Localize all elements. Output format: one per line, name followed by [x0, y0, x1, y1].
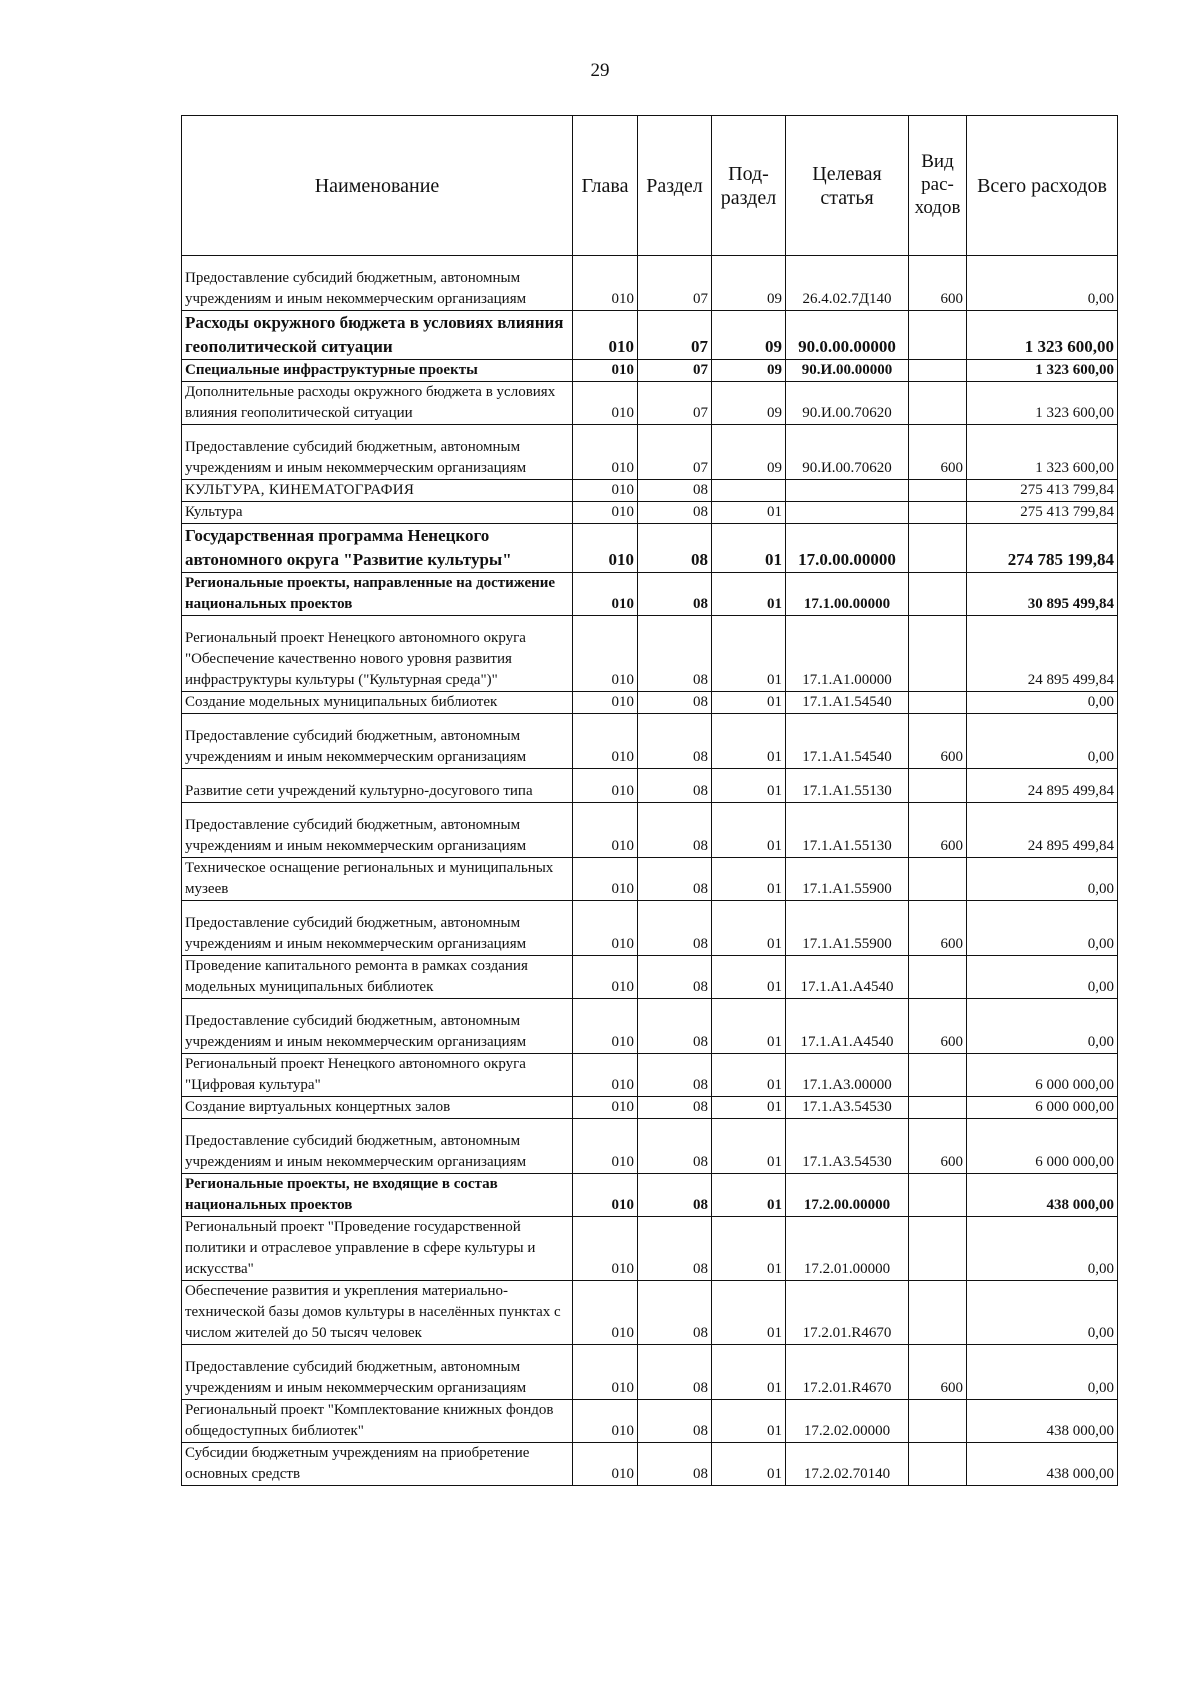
cell-vid-rashodov	[909, 502, 967, 524]
cell-name: Региональные проекты, не входящие в состав национальных проектов	[182, 1174, 573, 1217]
cell-podrazdel: 01	[712, 714, 786, 769]
cell-razdel: 08	[638, 714, 712, 769]
cell-celevaya-statya: 17.1.A1.A4540	[786, 999, 909, 1054]
cell-vid-rashodov	[909, 616, 967, 692]
cell-glava: 010	[573, 769, 638, 803]
cell-celevaya-statya: 90.И.00.00000	[786, 360, 909, 382]
table-row	[182, 382, 1118, 425]
cell-celevaya-statya	[786, 502, 909, 524]
cell-glava: 010	[573, 382, 638, 425]
cell-razdel: 08	[638, 803, 712, 858]
cell-podrazdel: 01	[712, 1281, 786, 1345]
cell-celevaya-statya: 17.1.A1.54540	[786, 714, 909, 769]
cell-name: Обеспечение развития и укрепления материально-технической базы домов культуры в населённых пунктах с числом жителей до 50 тысяч человек	[182, 1281, 573, 1345]
cell-name: Дополнительные расходы окружного бюджета в условиях влияния геополитической ситуации	[182, 382, 573, 425]
cell-razdel: 07	[638, 256, 712, 311]
cell-total: 0,00	[967, 714, 1118, 769]
cell-vid-rashodov: 600	[909, 1345, 967, 1400]
table-row	[182, 573, 1118, 616]
cell-glava: 010	[573, 1097, 638, 1119]
cell-razdel: 08	[638, 480, 712, 502]
cell-podrazdel: 01	[712, 769, 786, 803]
cell-celevaya-statya: 17.2.01.00000	[786, 1217, 909, 1281]
cell-total: 0,00	[967, 999, 1118, 1054]
cell-podrazdel: 09	[712, 256, 786, 311]
cell-name: Техническое оснащение региональных и муниципальных музеев	[182, 858, 573, 901]
cell-razdel: 08	[638, 956, 712, 999]
cell-celevaya-statya: 90.0.00.00000	[786, 311, 909, 360]
table-row	[182, 858, 1118, 901]
cell-glava: 010	[573, 480, 638, 502]
cell-vid-rashodov: 600	[909, 425, 967, 480]
table-body	[182, 256, 1118, 1486]
cell-name: Создание виртуальных концертных залов	[182, 1097, 573, 1119]
cell-glava: 010	[573, 425, 638, 480]
table-row	[182, 692, 1118, 714]
cell-razdel: 08	[638, 1443, 712, 1486]
cell-total: 0,00	[967, 1281, 1118, 1345]
cell-celevaya-statya: 26.4.02.7Д140	[786, 256, 909, 311]
cell-glava: 010	[573, 256, 638, 311]
cell-vid-rashodov	[909, 692, 967, 714]
cell-name: КУЛЬТУРА, КИНЕМАТОГРАФИЯ	[182, 480, 573, 502]
cell-glava: 010	[573, 311, 638, 360]
budget-table	[181, 115, 1118, 1486]
cell-total: 24 895 499,84	[967, 803, 1118, 858]
cell-name: Проведение капитального ремонта в рамках создания модельных муниципальных библиотек	[182, 956, 573, 999]
cell-razdel: 08	[638, 1174, 712, 1217]
cell-podrazdel: 01	[712, 692, 786, 714]
cell-total: 0,00	[967, 1345, 1118, 1400]
cell-razdel: 08	[638, 901, 712, 956]
cell-vid-rashodov: 600	[909, 999, 967, 1054]
cell-vid-rashodov: 600	[909, 1119, 967, 1174]
cell-name: Предоставление субсидий бюджетным, автономным учреждениям и иным некоммерческим организациям	[182, 999, 573, 1054]
cell-name: Расходы окружного бюджета в условиях влияния геополитической ситуации	[182, 311, 573, 360]
cell-name: Предоставление субсидий бюджетным, автономным учреждениям и иным некоммерческим организациям	[182, 714, 573, 769]
cell-celevaya-statya: 17.1.A1.55130	[786, 769, 909, 803]
cell-vid-rashodov	[909, 1097, 967, 1119]
cell-name: Предоставление субсидий бюджетным, автономным учреждениям и иным некоммерческим организациям	[182, 256, 573, 311]
cell-podrazdel: 01	[712, 901, 786, 956]
cell-glava: 010	[573, 616, 638, 692]
cell-name: Специальные инфраструктурные проекты	[182, 360, 573, 382]
table-row	[182, 714, 1118, 769]
cell-razdel: 08	[638, 616, 712, 692]
table-row	[182, 769, 1118, 803]
cell-razdel: 07	[638, 360, 712, 382]
table-row	[182, 956, 1118, 999]
cell-razdel: 08	[638, 1119, 712, 1174]
cell-razdel: 08	[638, 1281, 712, 1345]
cell-celevaya-statya: 17.2.02.70140	[786, 1443, 909, 1486]
cell-glava: 010	[573, 1281, 638, 1345]
page-number: 29	[590, 60, 610, 81]
cell-name: Развитие сети учреждений культурно-досугового типа	[182, 769, 573, 803]
cell-podrazdel: 09	[712, 425, 786, 480]
cell-name: Предоставление субсидий бюджетным, автономным учреждениям и иным некоммерческим организациям	[182, 425, 573, 480]
cell-vid-rashodov	[909, 524, 967, 573]
cell-vid-rashodov	[909, 1281, 967, 1345]
cell-podrazdel: 01	[712, 1443, 786, 1486]
cell-celevaya-statya: 17.1.A1.A4540	[786, 956, 909, 999]
table-row	[182, 1054, 1118, 1097]
cell-vid-rashodov: 600	[909, 803, 967, 858]
table-row	[182, 360, 1118, 382]
table-row	[182, 256, 1118, 311]
cell-vid-rashodov	[909, 1217, 967, 1281]
cell-podrazdel: 01	[712, 1174, 786, 1217]
cell-name: Предоставление субсидий бюджетным, автономным учреждениям и иным некоммерческим организациям	[182, 803, 573, 858]
cell-podrazdel: 09	[712, 382, 786, 425]
header-podrazdel: Под- раздел	[712, 116, 786, 256]
cell-podrazdel: 01	[712, 1400, 786, 1443]
table-row	[182, 901, 1118, 956]
cell-name: Предоставление субсидий бюджетным, автономным учреждениям и иным некоммерческим организациям	[182, 1345, 573, 1400]
cell-total: 274 785 199,84	[967, 524, 1118, 573]
cell-podrazdel: 01	[712, 1217, 786, 1281]
cell-celevaya-statya: 17.1.A1.00000	[786, 616, 909, 692]
cell-celevaya-statya: 17.1.A3.54530	[786, 1097, 909, 1119]
cell-vid-rashodov	[909, 769, 967, 803]
cell-total: 0,00	[967, 858, 1118, 901]
cell-razdel: 08	[638, 692, 712, 714]
table-row	[182, 1281, 1118, 1345]
cell-razdel: 08	[638, 858, 712, 901]
cell-celevaya-statya: 17.1.A1.54540	[786, 692, 909, 714]
cell-podrazdel: 01	[712, 616, 786, 692]
cell-vid-rashodov	[909, 1054, 967, 1097]
table-row	[182, 1217, 1118, 1281]
cell-vid-rashodov	[909, 1400, 967, 1443]
cell-glava: 010	[573, 502, 638, 524]
cell-name: Региональный проект "Комплектование книжных фондов общедоступных библиотек"	[182, 1400, 573, 1443]
table-row	[182, 1174, 1118, 1217]
cell-total: 6 000 000,00	[967, 1054, 1118, 1097]
cell-glava: 010	[573, 1217, 638, 1281]
cell-glava: 010	[573, 1345, 638, 1400]
cell-total: 438 000,00	[967, 1174, 1118, 1217]
cell-vid-rashodov	[909, 382, 967, 425]
cell-celevaya-statya: 90.И.00.70620	[786, 425, 909, 480]
cell-vid-rashodov	[909, 360, 967, 382]
cell-razdel: 08	[638, 573, 712, 616]
cell-total: 0,00	[967, 692, 1118, 714]
cell-total: 0,00	[967, 901, 1118, 956]
cell-name: Региональный проект Ненецкого автономного округа "Обеспечение качественно нового уровня развития инфраструктуры культуры ("Культурная среда")"	[182, 616, 573, 692]
header-total: Всего расходов	[967, 116, 1118, 256]
cell-celevaya-statya: 17.1.A1.55900	[786, 901, 909, 956]
cell-total: 6 000 000,00	[967, 1119, 1118, 1174]
cell-podrazdel: 01	[712, 573, 786, 616]
cell-celevaya-statya: 17.1.A3.54530	[786, 1119, 909, 1174]
cell-podrazdel: 01	[712, 1097, 786, 1119]
cell-celevaya-statya	[786, 480, 909, 502]
table-row	[182, 480, 1118, 502]
table-row	[182, 425, 1118, 480]
cell-razdel: 08	[638, 769, 712, 803]
cell-celevaya-statya: 17.1.A1.55130	[786, 803, 909, 858]
cell-razdel: 07	[638, 425, 712, 480]
cell-vid-rashodov	[909, 858, 967, 901]
cell-total: 0,00	[967, 956, 1118, 999]
cell-podrazdel: 01	[712, 1345, 786, 1400]
cell-glava: 010	[573, 1400, 638, 1443]
cell-podrazdel: 01	[712, 524, 786, 573]
cell-total: 1 323 600,00	[967, 425, 1118, 480]
cell-podrazdel: 01	[712, 956, 786, 999]
cell-glava: 010	[573, 524, 638, 573]
cell-glava: 010	[573, 858, 638, 901]
cell-glava: 010	[573, 1174, 638, 1217]
cell-vid-rashodov	[909, 1443, 967, 1486]
cell-podrazdel: 01	[712, 999, 786, 1054]
table-row	[182, 502, 1118, 524]
cell-glava: 010	[573, 999, 638, 1054]
cell-celevaya-statya: 17.1.A1.55900	[786, 858, 909, 901]
cell-razdel: 08	[638, 1400, 712, 1443]
header-vid-rashodov: Вид рас- ходов	[909, 116, 967, 256]
cell-glava: 010	[573, 573, 638, 616]
header-name: Наименование	[182, 116, 573, 256]
table-row	[182, 616, 1118, 692]
cell-podrazdel: 09	[712, 360, 786, 382]
cell-razdel: 08	[638, 1054, 712, 1097]
cell-glava: 010	[573, 714, 638, 769]
cell-celevaya-statya: 17.0.00.00000	[786, 524, 909, 573]
cell-podrazdel: 01	[712, 1054, 786, 1097]
cell-glava: 010	[573, 1443, 638, 1486]
cell-razdel: 08	[638, 524, 712, 573]
cell-glava: 010	[573, 803, 638, 858]
cell-total: 275 413 799,84	[967, 480, 1118, 502]
table-row	[182, 524, 1118, 573]
table-row	[182, 1097, 1118, 1119]
cell-celevaya-statya: 17.2.02.00000	[786, 1400, 909, 1443]
cell-vid-rashodov: 600	[909, 714, 967, 769]
cell-total: 24 895 499,84	[967, 616, 1118, 692]
cell-vid-rashodov: 600	[909, 256, 967, 311]
cell-total: 438 000,00	[967, 1400, 1118, 1443]
cell-glava: 010	[573, 901, 638, 956]
cell-celevaya-statya: 17.1.A3.00000	[786, 1054, 909, 1097]
cell-podrazdel: 01	[712, 1119, 786, 1174]
cell-total: 24 895 499,84	[967, 769, 1118, 803]
cell-celevaya-statya: 17.1.00.00000	[786, 573, 909, 616]
table-row	[182, 1400, 1118, 1443]
cell-razdel: 08	[638, 1217, 712, 1281]
table-row	[182, 999, 1118, 1054]
cell-total: 30 895 499,84	[967, 573, 1118, 616]
cell-name: Региональные проекты, направленные на достижение национальных проектов	[182, 573, 573, 616]
cell-name: Предоставление субсидий бюджетным, автономным учреждениям и иным некоммерческим организациям	[182, 1119, 573, 1174]
cell-podrazdel: 01	[712, 803, 786, 858]
cell-vid-rashodov	[909, 480, 967, 502]
cell-razdel: 08	[638, 1097, 712, 1119]
cell-name: Государственная программа Ненецкого автономного округа "Развитие культуры"	[182, 524, 573, 573]
header-glava: Глава	[573, 116, 638, 256]
header-razdel: Раздел	[638, 116, 712, 256]
cell-name: Предоставление субсидий бюджетным, автономным учреждениям и иным некоммерческим организациям	[182, 901, 573, 956]
cell-podrazdel	[712, 480, 786, 502]
cell-razdel: 08	[638, 999, 712, 1054]
cell-podrazdel: 01	[712, 502, 786, 524]
cell-name: Создание модельных муниципальных библиотек	[182, 692, 573, 714]
cell-razdel: 08	[638, 502, 712, 524]
cell-total: 1 323 600,00	[967, 382, 1118, 425]
cell-celevaya-statya: 17.2.00.00000	[786, 1174, 909, 1217]
cell-celevaya-statya: 90.И.00.70620	[786, 382, 909, 425]
cell-total: 1 323 600,00	[967, 311, 1118, 360]
cell-glava: 010	[573, 956, 638, 999]
table-header-row	[182, 116, 1118, 256]
cell-vid-rashodov: 600	[909, 901, 967, 956]
cell-total: 275 413 799,84	[967, 502, 1118, 524]
cell-glava: 010	[573, 360, 638, 382]
table-row	[182, 1345, 1118, 1400]
cell-total: 1 323 600,00	[967, 360, 1118, 382]
header-celevaya-statya: Целевая статья	[786, 116, 909, 256]
cell-podrazdel: 01	[712, 858, 786, 901]
cell-glava: 010	[573, 1054, 638, 1097]
cell-glava: 010	[573, 1119, 638, 1174]
cell-vid-rashodov	[909, 573, 967, 616]
cell-celevaya-statya: 17.2.01.R4670	[786, 1345, 909, 1400]
cell-total: 438 000,00	[967, 1443, 1118, 1486]
cell-vid-rashodov	[909, 311, 967, 360]
cell-celevaya-statya: 17.2.01.R4670	[786, 1281, 909, 1345]
cell-razdel: 07	[638, 311, 712, 360]
cell-vid-rashodov	[909, 956, 967, 999]
cell-total: 0,00	[967, 1217, 1118, 1281]
table-row	[182, 1119, 1118, 1174]
cell-razdel: 07	[638, 382, 712, 425]
cell-name: Субсидии бюджетным учреждениям на приобретение основных средств	[182, 1443, 573, 1486]
cell-name: Региональный проект Ненецкого автономного округа "Цифровая культура"	[182, 1054, 573, 1097]
cell-total: 0,00	[967, 256, 1118, 311]
table-row	[182, 1443, 1118, 1486]
cell-vid-rashodov	[909, 1174, 967, 1217]
cell-name: Региональный проект "Проведение государственной политики и отраслевое управление в сфере культуры и искусства"	[182, 1217, 573, 1281]
table-row	[182, 311, 1118, 360]
table-row	[182, 803, 1118, 858]
cell-name: Культура	[182, 502, 573, 524]
cell-razdel: 08	[638, 1345, 712, 1400]
cell-total: 6 000 000,00	[967, 1097, 1118, 1119]
cell-podrazdel: 09	[712, 311, 786, 360]
cell-glava: 010	[573, 692, 638, 714]
